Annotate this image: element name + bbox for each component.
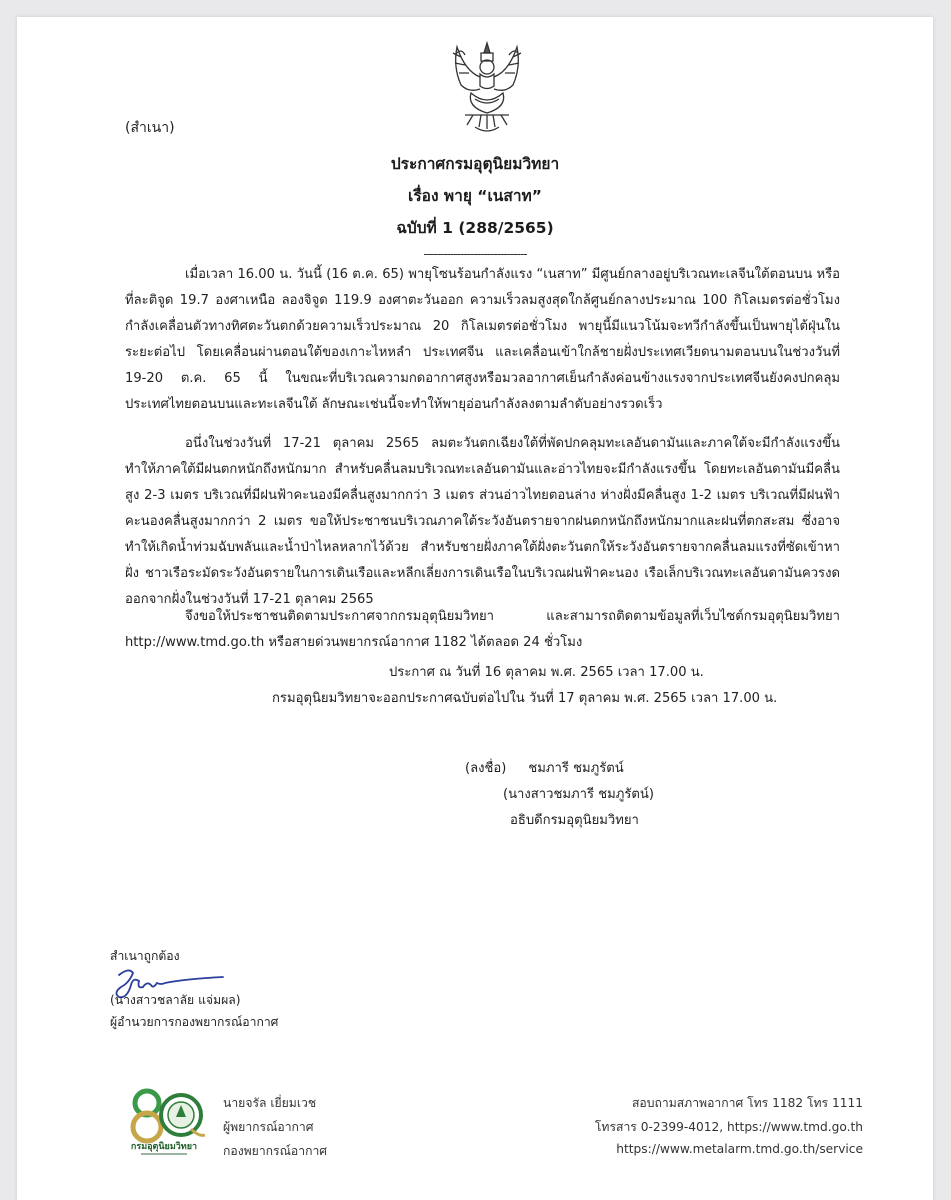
signature-line xyxy=(465,757,624,778)
divider-line: ------------------------------- xyxy=(423,247,527,261)
certified-copy-label: สำเนาถูกต้อง xyxy=(110,949,180,963)
paragraph-text: เมื่อเวลา 16.00 น. วันนี้ (16 ต.ค. 65) พายุโซนร้อนกำลังแรง “เนสาท” มีศูนย์กลางอยู่บริเวณทะเลจีนใต้ตอนบน หรือที่ละติจูด 19.7 องศาเหนือ ลองจิจูด 119.9 องศาตะวันออก ความเร็วลมสูงสุดใกล้ศูนย์กลางประมาณ 100 กิโลเมตรต่อชั่วโมง กำลังเคลื่อนตัวทางทิศตะวันตกด้วยความเร็วประมาณ 20 กิโลเมตรต่อชั่วโมง พายุนี้มีแนวโน้มจะทวีกำลังขึ้นเป็นพายุไต้ฝุ่นในระยะต่อไป โดยเคลื่อนผ่านตอนใต้ของเกาะไหหลำ ประเทศจีน และเคลื่อนเข้าใกล้ชายฝั่งประเทศเวียดนามตอนบนในช่วงวันที่ 19-20 ต.ค. 65 นี้ ในขณะที่บริเวณความกดอากาศสูงหรือมวลอากาศเย็นกำลังค่อนข้างแรงจากประเทศจีนยังคงปกคลุมประเทศไทยตอนบนและทะเลจีนใต้ ลักษณะเช่นนี้จะทำให้พายุอ่อนกำลังลงตามลำดับอย่างรวดเร็ว xyxy=(125,267,840,412)
certifier-position: ผู้อำนวยการกองพยากรณ์อากาศ xyxy=(110,1015,279,1029)
garuda-emblem-icon xyxy=(435,37,539,141)
issue-number: ฉบับที่ 1 (288/2565) xyxy=(396,219,554,237)
document-page xyxy=(17,17,933,1200)
contact-fax-website[interactable]: โทรสาร 0-2399-4012, https://www.tmd.go.th xyxy=(594,1120,863,1134)
copy-tag: (สำเนา) xyxy=(125,120,175,136)
tmd-80th-anniversary-logo-icon xyxy=(121,1085,207,1161)
signature-label: (ลงชื่อ) xyxy=(465,761,507,776)
signatory-position: อธิบดีกรมอุตุนิยมวิทยา xyxy=(510,813,639,828)
announce-date: ประกาศ ณ วันที่ 16 ตุลาคม พ.ศ. 2565 เวลา 17.00 น. xyxy=(389,665,704,680)
document-title: ประกาศกรมอุตุนิยมวิทยา xyxy=(390,155,560,173)
paragraph-monsoon-warning xyxy=(125,431,840,613)
forecaster-title: ผู้พยากรณ์อากาศ xyxy=(223,1120,314,1134)
contact-phone: สอบถามสภาพอากาศ โทร 1182 โทร 1111 xyxy=(631,1096,863,1110)
document-subject: เรื่อง พายุ “เนสาท” xyxy=(408,187,542,205)
paragraph-text: อนึ่งในช่วงวันที่ 17-21 ตุลาคม 2565 ลมตะวันตกเฉียงใต้ที่พัดปกคลุมทะเลอันดามันและภาคใต้จะมีกำลังแรงขึ้น ทำให้ภาคใต้มีฝนตกหนักถึงหนักมาก สำหรับคลื่นลมบริเวณทะเลอันดามันและอ่าวไทยจะมีกำลังแรงขึ้น โดยทะเลอันดามันมีคลื่นสูง 2-3 เมตร บริเวณที่มีฝนฟ้าคะนองมีคลื่นสูงมากกว่า 3 เมตร ส่วนอ่าวไทยตอนล่าง ห่างฝั่งมีคลื่นสูง 1-2 เมตร บริเวณที่มีฝนฟ้าคะนองคลื่นสูงมากกว่า 2 เมตร ขอให้ประชาชนบริเวณภาคใต้ระวังอันตรายจากฝนตกหนักถึงหนักมากและฝนที่ตกสะสม ซึ่งอาจทำให้เกิดน้ำท่วมฉับพลันและน้ำป่าไหลหลากไว้ด้วย สำหรับชายฝั่งภาคใต้ฝั่งตะวันตกให้ระวังอันตรายจากคลื่นลมแรงที่ซัดเข้าหาฝั่ง ชาวเรือระมัดระวังอันตรายในการเดินเรือและหลีกเลี่ยงการเดินเรือในบริเวณฝนฟ้าคะนอง เรือเล็กบริเวณทะเลอันดามันควรงดออกจากฝั่งในช่วงวันที่ 17-21 ตุลาคม 2565 xyxy=(125,436,840,607)
paragraph-follow-updates xyxy=(125,604,840,656)
paragraph-storm-status xyxy=(125,262,840,418)
svg-text:กรมอุตุนิยมวิทยา: กรมอุตุนิยมวิทยา xyxy=(130,1142,198,1152)
contact-service-link[interactable]: https://www.metalarm.tmd.go.th/service xyxy=(616,1142,863,1156)
forecaster-division: กองพยากรณ์อากาศ xyxy=(223,1144,328,1158)
next-issue-notice: กรมอุตุนิยมวิทยาจะออกประกาศฉบับต่อไปใน วันที่ 17 ตุลาคม พ.ศ. 2565 เวลา 17.00 น. xyxy=(272,691,778,706)
signature-name: ชมภารี ชมภูรัตน์ xyxy=(528,761,624,776)
signatory-full-name: (นางสาวชมภารี ชมภูรัตน์) xyxy=(503,787,654,802)
paragraph-text: จึงขอให้ประชาชนติดตามประกาศจากกรมอุตุนิยมวิทยา และสามารถติดตามข้อมูลที่เว็บไซต์กรมอุตุนิยมวิทยา http://www.tmd.go.th หรือสายด่วนพยากรณ์อากาศ 1182 ได้ตลอด 24 ชั่วโมง xyxy=(125,609,840,650)
forecaster-name: นายจรัล เยี่ยมเวช xyxy=(223,1096,317,1110)
certifier-name: (นางสาวชลาลัย แจ่มผล) xyxy=(110,993,241,1007)
